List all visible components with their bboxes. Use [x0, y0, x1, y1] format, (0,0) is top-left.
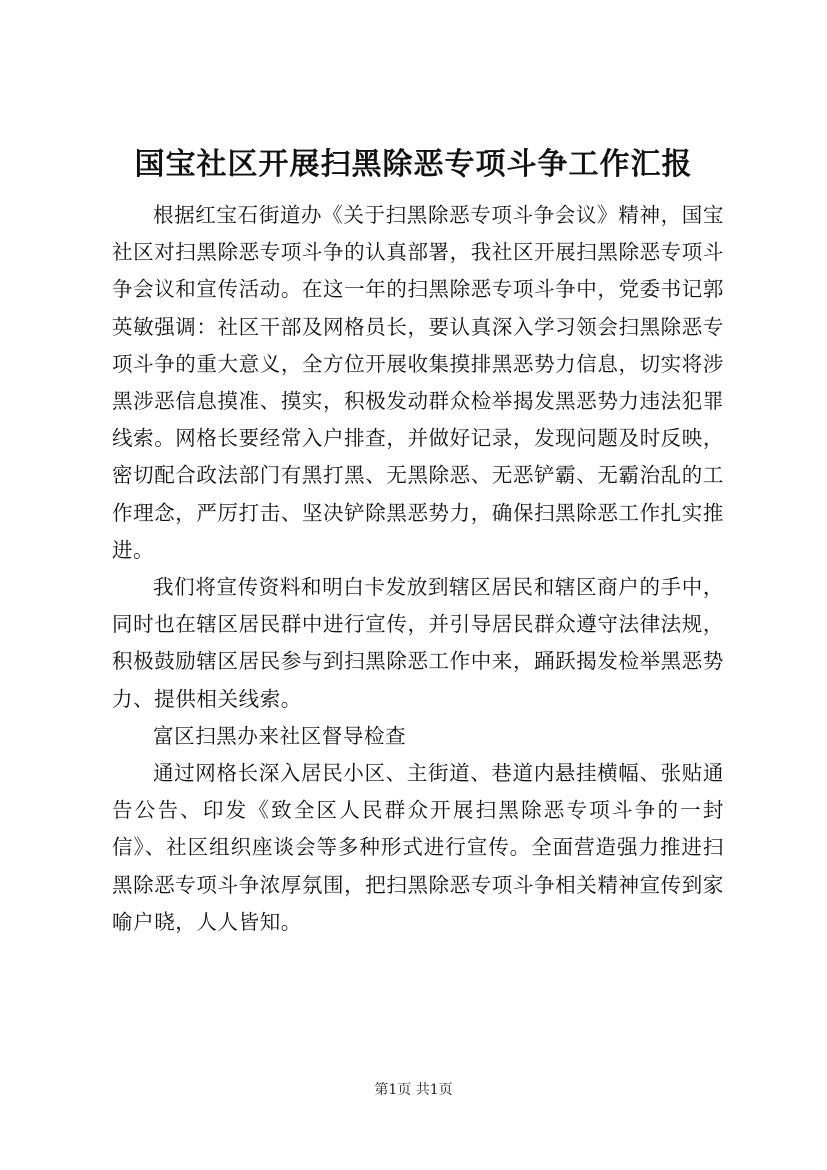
paragraph-meeting: 根据红宝石街道办《关于扫黑除恶专项斗争会议》精神，国宝社区对扫黑除恶专项斗争的认真部署，我社区开展扫黑除恶专项斗争会议和宣传活动。在这一年的扫黑除恶专项斗争中，党委书记郭英敏强调：社区干部及网格员长，要认真深入学习领会扫黑除恶专项斗争的重大意义，全方位开展收集摸排黑恶势力信息，切实将涉黑涉恶信息摸准、摸实，积极发动群众检举揭发黑恶势力违法犯罪线索。网格长要经常入户排查，并做好记录，发现问题及时反映，密切配合政法部门有黑打黑、无黑除恶、无恶铲霸、无霸治乱的工作理念，严厉打击、坚决铲除黑恶势力，确保扫黑除恶工作扎实推进。: [112, 203, 724, 562]
page-number: 第1页 共1页: [374, 1082, 453, 1098]
paragraph-publicity: 通过网格长深入居民小区、主街道、巷道内悬挂横幅、张贴通告公告、印发《致全区人民群众开展扫黑除恶专项斗争的一封信》、社区组织座谈会等多种形式进行宣传。全面营造强力推进扫黑除恶专项斗争浓厚氛围，把扫黑除恶专项斗争相关精神宣传到家喻户晓，人人皆知。: [112, 761, 724, 934]
photo-caption: 富区扫黑办来社区督导检查: [153, 723, 407, 748]
paragraph-distribution: 我们将宣传资料和明白卡发放到辖区居民和辖区商户的手中，同时也在辖区居民群中进行宣传，并引导居民群众遵守法律法规，积极鼓励辖区居民参与到扫黑除恶工作中来，踊跃揭发检举黑恶势力、提供相关线索。: [112, 575, 724, 711]
document-body: [112, 197, 724, 941]
document-title: 国宝社区开展扫黑除恶专项斗争工作汇报: [134, 147, 693, 182]
